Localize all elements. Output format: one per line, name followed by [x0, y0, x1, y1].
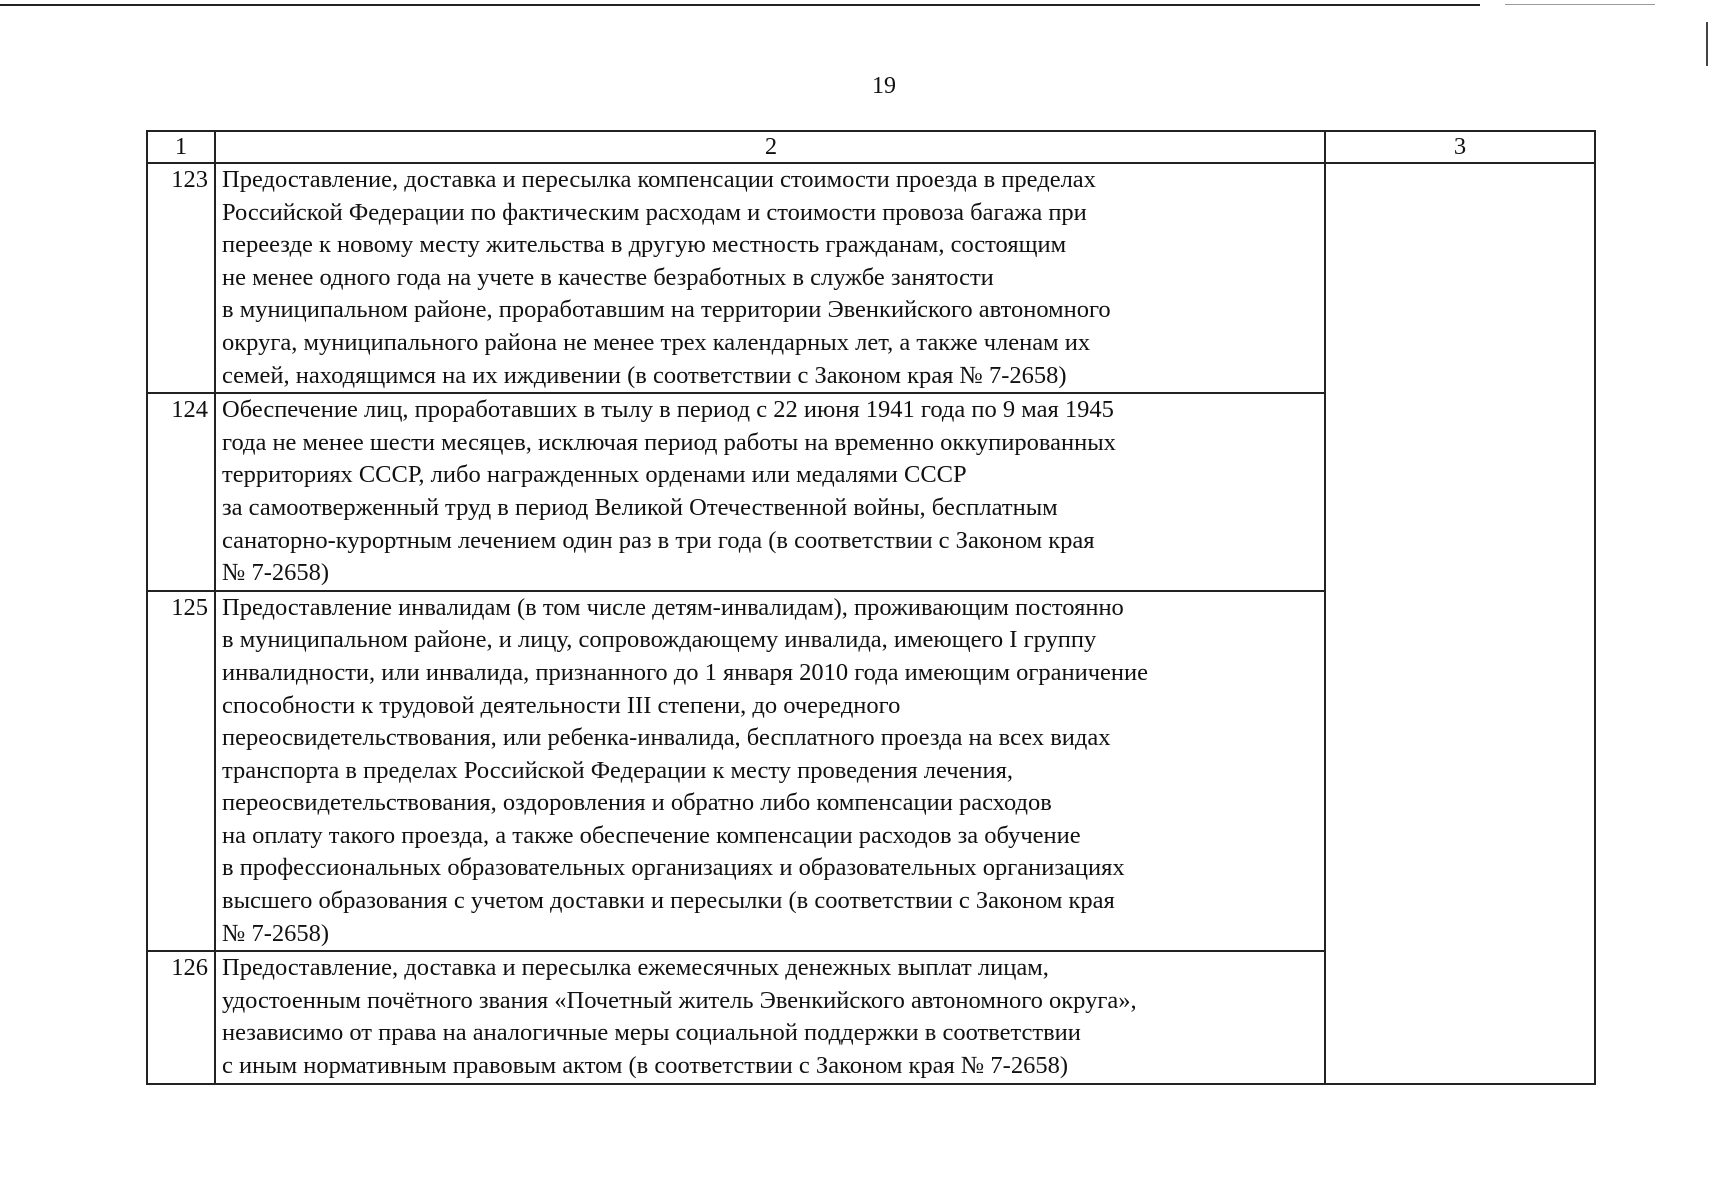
header-col-2: 2: [215, 131, 1325, 163]
scan-edge-mark: [1706, 22, 1708, 66]
description-line: года не менее шести месяцев, исключая период работы на временно оккупированных: [222, 428, 1116, 456]
description-line: санаторно-курортным лечением один раз в три года (в соответствии с Законом края: [222, 526, 1095, 554]
row-description: [215, 951, 1325, 1083]
description-line: способности к трудовой деятельности III степени, до очередного: [222, 691, 901, 719]
header-col-3: 3: [1325, 131, 1595, 163]
description-line: Российской Федерации по фактическим расходам и стоимости провоза багажа при: [222, 198, 1087, 226]
row-description: [215, 591, 1325, 952]
document-table: [146, 130, 1596, 1085]
description-line: не менее одного года на учете в качестве безработных в службе занятости: [222, 263, 994, 291]
description-line: высшего образования с учетом доставки и пересылки (в соответствии с Законом края: [222, 887, 1115, 915]
page-number: 19: [872, 73, 896, 99]
row-description: [215, 163, 1325, 393]
description-line: транспорта в пределах Российской Федерации к месту проведения лечения,: [222, 756, 1014, 784]
description-line: Предоставление, доставка и пересылка компенсации стоимости проезда в пределах: [222, 166, 1096, 193]
description-line: Предоставление, доставка и пересылка ежемесячных денежных выплат лицам,: [222, 954, 1049, 982]
description-line: инвалидности, или инвалида, признанного до 1 января 2010 года имеющим ограничение: [222, 658, 1149, 686]
top-border-line-faint: [1505, 4, 1655, 5]
row-number: 126: [147, 951, 215, 1083]
row-number: 124: [147, 393, 215, 591]
description-line: переосвидетельствования, оздоровления и обратно либо компенсации расходов: [222, 789, 1052, 817]
description-line: округа, муниципального района не менее трех календарных лет, а также членам их: [222, 328, 1091, 356]
description-line: в муниципальном районе, проработавшим на территории Эвенкийского автономного: [222, 296, 1111, 324]
description-line: Обеспечение лиц, проработавших в тылу в период с 22 июня 1941 года по 9 мая 1945: [222, 396, 1114, 424]
top-border-line: [0, 4, 1480, 6]
row-description: [215, 393, 1325, 591]
description-line: семей, находящимся на их иждивении (в соответствии с Законом края № 7-2658): [222, 361, 1067, 389]
description-line: независимо от права на аналогичные меры социальной поддержки в соответствии: [222, 1019, 1081, 1047]
row-number: 125: [147, 591, 215, 952]
description-line: с иным нормативным правовым актом (в соответствии с Законом края № 7-2658): [222, 1052, 1068, 1080]
description-line: № 7-2658): [222, 919, 330, 947]
row-number: 123: [147, 163, 215, 393]
description-line: № 7-2658): [222, 559, 330, 587]
description-line: удостоенным почётного звания «Почетный житель Эвенкийского автономного округа»,: [222, 986, 1137, 1014]
header-col-1: 1: [147, 131, 215, 163]
table-row: [147, 163, 1595, 393]
description-line: переосвидетельствования, или ребенка-инвалида, бесплатного проезда на всех видах: [222, 724, 1111, 752]
description-line: в муниципальном районе, и лицу, сопровождающему инвалида, имеющего I группу: [222, 626, 1097, 654]
description-line: территориях СССР, либо награжденных орденами или медалями СССР: [222, 461, 967, 489]
table-header-row: [147, 131, 1595, 163]
description-line: на оплату такого проезда, а также обеспечение компенсации расходов за обучение: [222, 821, 1081, 849]
description-line: за самоотверженный труд в период Великой Отечественной войны, бесплатным: [222, 493, 1058, 521]
column-3-cell: [1325, 163, 1595, 1084]
description-line: в профессиональных образовательных организациях и образовательных организациях: [222, 854, 1125, 882]
description-line: Предоставление инвалидам (в том числе детям-инвалидам), проживающим постоянно: [222, 593, 1124, 621]
description-line: переезде к новому месту жительства в другую местность гражданам, состоящим: [222, 231, 1067, 259]
